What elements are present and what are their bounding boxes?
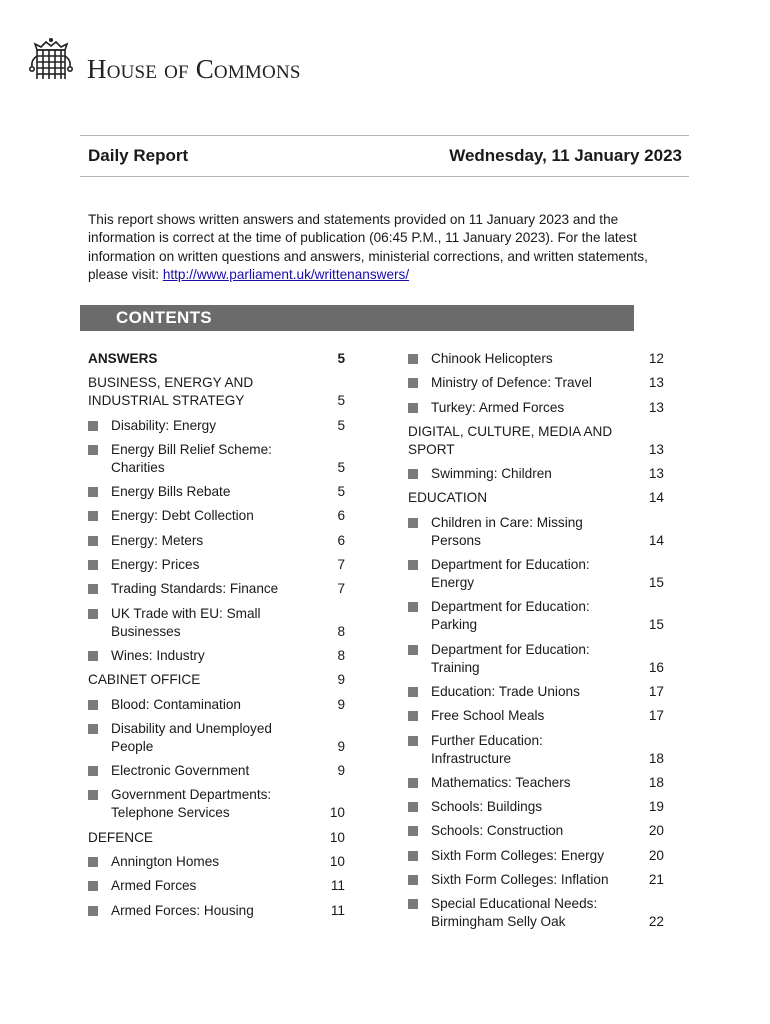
toc-page-number: 17 — [648, 708, 664, 724]
square-bullet-icon — [88, 857, 98, 867]
toc-label-text: Disability: Energy — [111, 417, 217, 433]
toc-label — [408, 514, 644, 550]
toc-entry[interactable] — [88, 605, 345, 641]
written-answers-link[interactable]: http://www.parliament.uk/writtenanswers/ — [162, 266, 410, 282]
toc-label — [88, 605, 325, 641]
toc-label — [88, 829, 325, 847]
toc-label-text: Department for Education: Parking — [431, 599, 590, 633]
toc-label-text: Armed Forces — [111, 878, 197, 894]
toc-entry[interactable] — [408, 399, 664, 417]
square-bullet-icon — [88, 487, 98, 497]
square-bullet-icon — [408, 826, 418, 836]
toc-label — [408, 798, 644, 816]
toc-entry[interactable] — [88, 483, 345, 501]
toc-label — [88, 350, 325, 368]
toc-label — [408, 774, 644, 792]
toc-page-number: 15 — [648, 617, 664, 633]
toc-page-number: 6 — [337, 532, 345, 548]
toc-label — [88, 556, 325, 574]
intro-paragraph — [88, 211, 688, 284]
toc-section-heading[interactable] — [88, 350, 345, 368]
toc-page-number: 9 — [337, 763, 345, 779]
toc-section-heading[interactable] — [408, 489, 664, 507]
toc-label-text: Special Educational Needs: Birmingham Selly Oak — [431, 896, 598, 930]
square-bullet-icon — [408, 518, 418, 528]
toc-label — [88, 853, 325, 871]
toc-page-number: 5 — [337, 351, 345, 366]
toc-label — [408, 598, 644, 634]
toc-entry[interactable] — [88, 786, 345, 822]
toc-entry[interactable] — [408, 774, 664, 792]
toc-label — [88, 902, 325, 920]
toc-label-text: Energy: Debt Collection — [111, 508, 254, 524]
toc-page-number: 11 — [330, 878, 345, 894]
toc-entry[interactable] — [408, 556, 664, 592]
toc-label — [88, 647, 325, 665]
toc-entry[interactable] — [408, 598, 664, 634]
toc-label — [88, 786, 325, 822]
org-wordmark — [87, 54, 301, 85]
toc-page-number: 13 — [648, 399, 664, 415]
toc-page-number: 13 — [648, 441, 664, 457]
toc-page-number: 5 — [337, 459, 345, 475]
square-bullet-icon — [88, 790, 98, 800]
toc-label — [408, 556, 644, 592]
toc-label — [88, 374, 325, 410]
toc-label — [88, 720, 325, 756]
square-bullet-icon — [88, 511, 98, 521]
toc-page-number: 16 — [648, 659, 664, 675]
square-bullet-icon — [88, 584, 98, 594]
toc-page-number: 19 — [648, 799, 664, 815]
toc-label-text: Children in Care: Missing Persons — [431, 514, 583, 548]
toc-page-number: 20 — [648, 847, 664, 863]
toc-entry[interactable] — [408, 374, 664, 392]
toc-label-text: Swimming: Children — [431, 466, 552, 482]
report-date: Wednesday, 11 January 2023 — [449, 146, 682, 165]
toc-label-text: Mathematics: Teachers — [431, 774, 571, 790]
toc-page-number: 13 — [648, 375, 664, 391]
toc-right-column — [408, 350, 664, 938]
toc-section-heading[interactable] — [88, 671, 345, 689]
toc-entry[interactable] — [88, 507, 345, 525]
toc-entry[interactable] — [88, 877, 345, 895]
toc-label — [408, 732, 644, 768]
toc-label — [88, 532, 325, 550]
toc-entry[interactable] — [408, 683, 664, 701]
toc-label-text: Chinook Helicopters — [431, 351, 553, 366]
square-bullet-icon — [408, 354, 418, 364]
toc-page-number: 18 — [648, 774, 664, 790]
toc-page-number: 11 — [330, 902, 345, 918]
toc-entry[interactable] — [88, 417, 345, 435]
header-bottom-rule — [80, 176, 689, 177]
toc-entry[interactable] — [88, 647, 345, 665]
toc-entry[interactable] — [88, 532, 345, 550]
square-bullet-icon — [408, 736, 418, 746]
square-bullet-icon — [88, 609, 98, 619]
toc-label — [408, 350, 644, 368]
toc-page-number: 7 — [337, 557, 345, 573]
toc-label-text: ANSWERS — [88, 351, 158, 366]
square-bullet-icon — [408, 778, 418, 788]
contents-header-bar — [80, 305, 634, 331]
toc-label-text: Sixth Form Colleges: Inflation — [431, 872, 609, 888]
toc-entry[interactable] — [408, 798, 664, 816]
toc-label-text: Education: Trade Unions — [431, 683, 580, 699]
toc-label-text: Schools: Construction — [431, 823, 564, 839]
toc-page-number: 13 — [648, 466, 664, 482]
square-bullet-icon — [408, 403, 418, 413]
toc-entry[interactable] — [408, 822, 664, 840]
square-bullet-icon — [88, 651, 98, 661]
square-bullet-icon — [408, 802, 418, 812]
toc-entry[interactable] — [88, 720, 345, 756]
square-bullet-icon — [88, 560, 98, 570]
toc-label-text: Blood: Contamination — [111, 696, 241, 712]
toc-entry[interactable] — [408, 514, 664, 550]
toc-page-number: 12 — [648, 351, 664, 366]
square-bullet-icon — [408, 851, 418, 861]
square-bullet-icon — [408, 687, 418, 697]
toc-label-text: Ministry of Defence: Travel — [431, 375, 592, 391]
toc-page-number: 10 — [329, 805, 345, 821]
toc-entry[interactable] — [408, 847, 664, 865]
toc-page-number: 14 — [648, 532, 664, 548]
toc-entry[interactable] — [88, 902, 345, 920]
toc-page-number: 14 — [648, 490, 664, 506]
toc-label — [88, 507, 325, 525]
square-bullet-icon — [88, 445, 98, 455]
toc-entry[interactable] — [408, 732, 664, 768]
intro-text: This report shows written answers and statements provided on 11 January 2023 and the information is correct at the time of publication (06:45 P.M., 11 January 2023). For the latest information on written questions and answers, ministerial corrections, and written statements, please visit: — [88, 212, 648, 282]
toc-label — [88, 483, 325, 501]
toc-page-number: 21 — [648, 872, 664, 888]
toc-entry[interactable] — [88, 696, 345, 714]
toc-page-number: 10 — [329, 829, 345, 845]
toc-label-text: Turkey: Armed Forces — [431, 399, 565, 415]
toc-entry[interactable] — [408, 895, 664, 931]
square-bullet-icon — [88, 421, 98, 431]
square-bullet-icon — [408, 711, 418, 721]
toc-label — [408, 423, 644, 459]
toc-label-text: Further Education: Infrastructure — [431, 732, 543, 766]
contents-title: CONTENTS — [116, 308, 212, 327]
portcullis-logo-icon — [28, 36, 74, 87]
square-bullet-icon — [88, 766, 98, 776]
toc-label-text: EDUCATION — [408, 490, 488, 506]
square-bullet-icon — [408, 560, 418, 570]
toc-page-number: 8 — [337, 623, 345, 639]
toc-label — [88, 696, 325, 714]
toc-label-text: Free School Meals — [431, 708, 545, 724]
toc-label-text: DEFENCE — [88, 829, 153, 845]
toc-label — [88, 441, 325, 477]
toc-entry[interactable] — [88, 556, 345, 574]
toc-entry[interactable] — [88, 762, 345, 780]
square-bullet-icon — [408, 602, 418, 612]
toc-label-text: UK Trade with EU: Small Businesses — [111, 605, 261, 639]
toc-section-heading[interactable] — [88, 374, 345, 410]
toc-page-number: 18 — [648, 750, 664, 766]
toc-entry[interactable] — [408, 871, 664, 889]
toc-entry[interactable] — [88, 580, 345, 598]
toc-label — [88, 762, 325, 780]
toc-entry[interactable] — [408, 641, 664, 677]
toc-label-text: Wines: Industry — [111, 647, 205, 663]
toc-label-text: BUSINESS, ENERGY AND INDUSTRIAL STRATEGY — [88, 375, 254, 409]
toc-label — [408, 465, 644, 483]
square-bullet-icon — [88, 724, 98, 734]
toc-page-number: 8 — [337, 647, 345, 663]
org-name: House of Commons — [87, 54, 301, 84]
toc-page-number: 6 — [337, 508, 345, 524]
toc-label-text: Electronic Government — [111, 763, 250, 779]
toc-label-text: Government Departments: Telephone Services — [111, 787, 272, 821]
toc-label — [408, 374, 644, 392]
toc-label — [88, 580, 325, 598]
toc-label — [408, 822, 644, 840]
toc-label-text: Energy: Meters — [111, 532, 204, 548]
toc-page-number: 9 — [337, 696, 345, 712]
toc-page-number: 10 — [329, 854, 345, 870]
toc-label — [408, 399, 644, 417]
toc-entry[interactable] — [88, 853, 345, 871]
toc-section-heading[interactable] — [408, 423, 664, 459]
toc-entry[interactable] — [408, 350, 664, 368]
toc-page-number: 5 — [337, 484, 345, 500]
toc-page-number: 7 — [337, 581, 345, 597]
toc-label — [408, 641, 644, 677]
toc-label — [88, 417, 325, 435]
toc-section-heading[interactable] — [88, 829, 345, 847]
toc-label — [88, 877, 325, 895]
report-title: Daily Report — [88, 146, 189, 165]
toc-page-number: 22 — [648, 914, 664, 930]
toc-label-text: Annington Homes — [111, 854, 220, 870]
toc-label-text: Schools: Buildings — [431, 799, 543, 815]
toc-label-text: Department for Education: Energy — [431, 557, 590, 591]
toc-entry[interactable] — [408, 465, 664, 483]
toc-label-text: Energy: Prices — [111, 557, 200, 573]
square-bullet-icon — [88, 536, 98, 546]
toc-label-text: Trading Standards: Finance — [111, 581, 279, 597]
square-bullet-icon — [408, 875, 418, 885]
toc-label — [408, 489, 644, 507]
toc-label-text: CABINET OFFICE — [88, 672, 201, 688]
toc-label — [408, 895, 644, 931]
toc-page-number: 17 — [648, 683, 664, 699]
toc-page-number: 20 — [648, 823, 664, 839]
toc-label — [408, 847, 644, 865]
square-bullet-icon — [408, 645, 418, 655]
toc-page-number: 5 — [337, 417, 345, 433]
toc-label — [408, 871, 644, 889]
toc-label-text: Sixth Form Colleges: Energy — [431, 847, 605, 863]
toc-entry[interactable] — [408, 707, 664, 725]
square-bullet-icon — [88, 881, 98, 891]
toc-label-text: Department for Education: Training — [431, 641, 590, 675]
toc-page-number: 15 — [648, 575, 664, 591]
toc-page-number: 5 — [337, 393, 345, 409]
toc-entry[interactable] — [88, 441, 345, 477]
square-bullet-icon — [408, 378, 418, 388]
square-bullet-icon — [408, 899, 418, 909]
toc-label-text: Armed Forces: Housing — [111, 902, 254, 918]
toc-label — [408, 683, 644, 701]
toc-label — [88, 671, 325, 689]
header-top-rule — [80, 135, 689, 136]
toc-label-text: Energy Bills Rebate — [111, 484, 231, 500]
toc-page-number: 9 — [337, 738, 345, 754]
square-bullet-icon — [88, 906, 98, 916]
square-bullet-icon — [88, 700, 98, 710]
toc-left-column — [88, 350, 345, 926]
toc-label-text: Energy Bill Relief Scheme: Charities — [111, 441, 272, 475]
square-bullet-icon — [408, 469, 418, 479]
toc-page-number: 9 — [337, 672, 345, 688]
toc-label-text: DIGITAL, CULTURE, MEDIA AND SPORT — [408, 423, 613, 457]
toc-label — [408, 707, 644, 725]
toc-label-text: Disability and Unemployed People — [111, 720, 272, 754]
